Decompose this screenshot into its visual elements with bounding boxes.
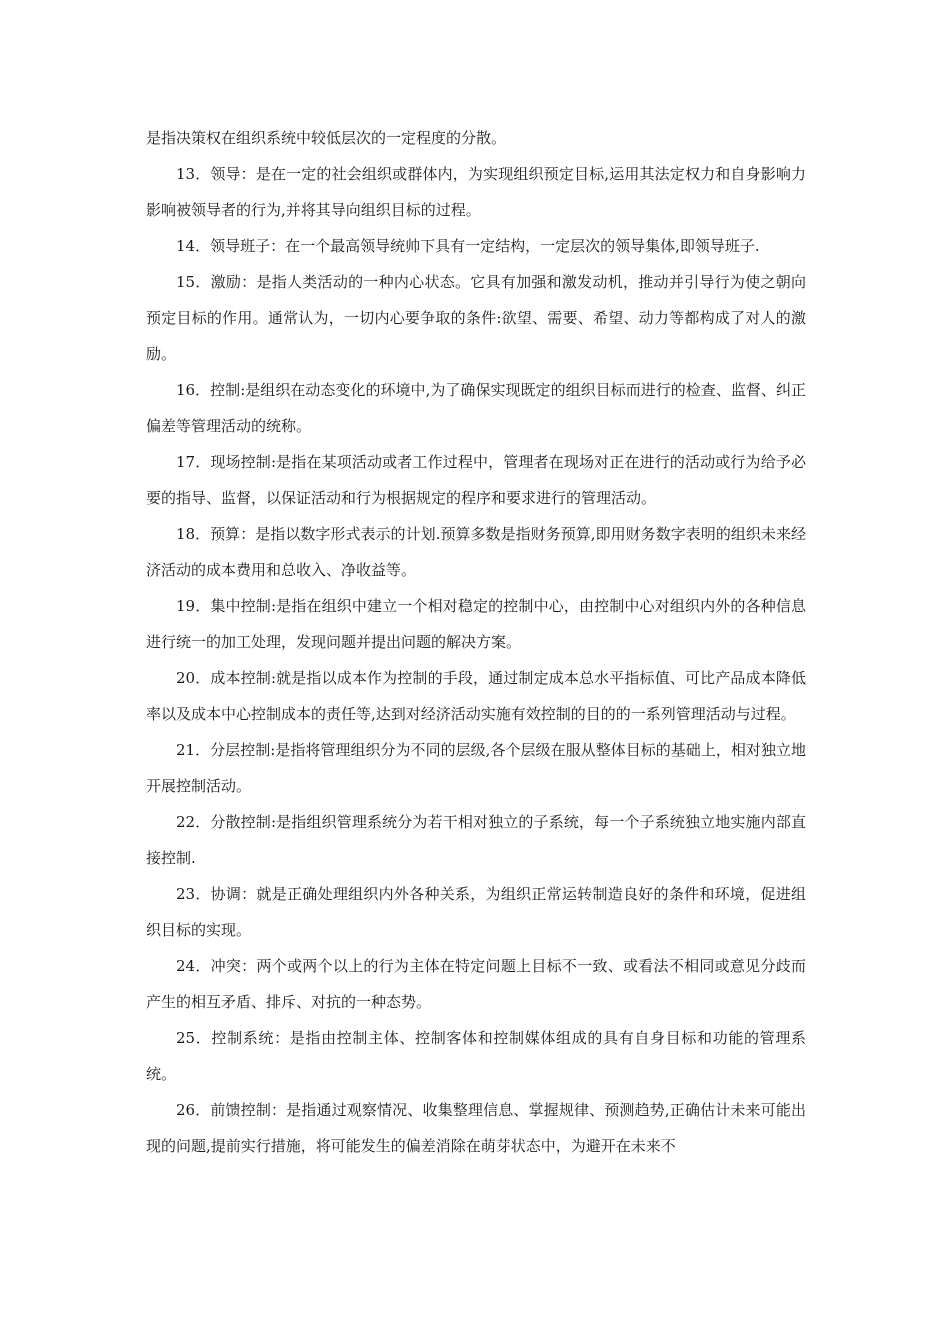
definition-26-feedforward-control: 26．前馈控制：是指通过观察情况、收集整理信息、掌握规律、预测趋势,正确估计未来可能出现的问题,提前实行措施，将可能发生的偏差消除在萌芽状态中，为避开在未来不	[146, 1101, 806, 1155]
document-page	[146, 120, 806, 1164]
definition-24-conflict: 24．冲突：两个或两个以上的行为主体在特定问题上目标不一致、或看法不相同或意见分歧而产生的相互矛盾、排斥、对抗的一种态势。	[146, 957, 806, 1011]
definition-19-centralized-control: 19．集中控制:是指在组织中建立一个相对稳定的控制中心，由控制中心对组织内外的各种信息进行统一的加工处理，发现问题并提出问题的解决方案。	[146, 597, 806, 651]
definition-21-layered-control: 21．分层控制:是指将管理组织分为不同的层级,各个层级在服从整体目标的基础上，相对独立地开展控制活动。	[146, 741, 806, 795]
definition-16-control: 16．控制:是组织在动态变化的环境中,为了确保实现既定的组织目标而进行的检查、监督、纠正偏差等管理活动的统称。	[146, 381, 806, 435]
paragraph-continuation: 是指决策权在组织系统中较低层次的一定程度的分散。	[146, 129, 507, 147]
definition-13-leadership: 13．领导：是在一定的社会组织或群体内，为实现组织预定目标,运用其法定权力和自身影响力影响被领导者的行为,并将其导向组织目标的过程。	[146, 165, 806, 219]
definition-18-budget: 18．预算：是指以数字形式表示的计划.预算多数是指财务预算,即用财务数字表明的组织未来经济活动的成本费用和总收入、净收益等。	[146, 525, 806, 579]
definition-15-motivation: 15．激励：是指人类活动的一种内心状态。它具有加强和激发动机，推动并引导行为使之朝向预定目标的作用。通常认为，一切内心要争取的条件:欲望、需要、希望、动力等都构成了对人的激励。	[146, 273, 806, 363]
definition-14-leadership-team: 14．领导班子：在一个最高领导统帅下具有一定结构，一定层次的领导集体,即领导班子.	[176, 237, 760, 255]
definition-20-cost-control: 20．成本控制:就是指以成本作为控制的手段，通过制定成本总水平指标值、可比产品成本降低率以及成本中心控制成本的责任等,达到对经济活动实施有效控制的目的的一系列管理活动与过程。	[146, 669, 806, 723]
definition-22-decentralized-control: 22．分散控制:是指组织管理系统分为若干相对独立的子系统，每一个子系统独立地实施内部直接控制.	[146, 813, 806, 867]
definition-23-coordination: 23．协调：就是正确处理组织内外各种关系，为组织正常运转制造良好的条件和环境，促进组织目标的实现。	[146, 885, 806, 939]
definition-17-onsite-control: 17．现场控制:是指在某项活动或者工作过程中，管理者在现场对正在进行的活动或行为给予必要的指导、监督，以保证活动和行为根据规定的程序和要求进行的管理活动。	[146, 453, 806, 507]
definition-25-control-system: 25．控制系统：是指由控制主体、控制客体和控制媒体组成的具有自身目标和功能的管理系统。	[146, 1029, 806, 1083]
